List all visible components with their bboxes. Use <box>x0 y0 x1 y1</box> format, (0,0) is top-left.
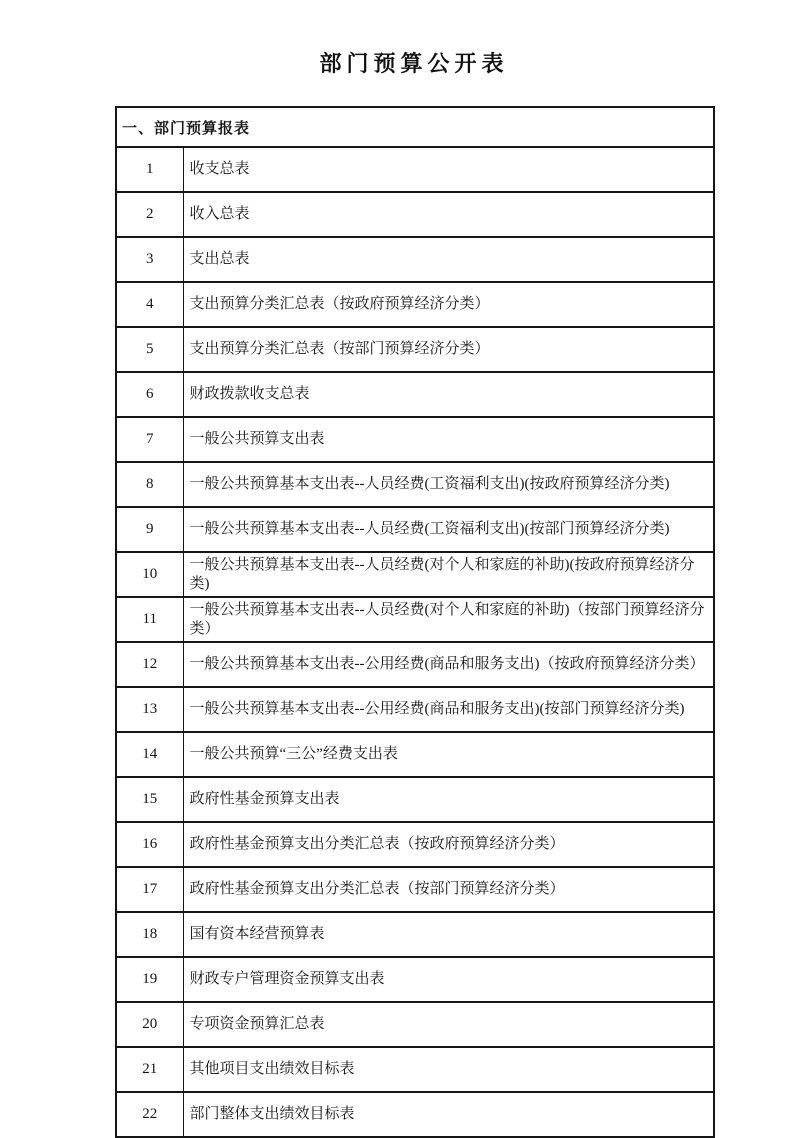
row-number: 1 <box>116 147 183 192</box>
table-row <box>116 957 714 1002</box>
row-title: 财政专户管理资金预算支出表 <box>183 957 714 1002</box>
row-number: 5 <box>116 327 183 372</box>
row-number: 16 <box>116 822 183 867</box>
table-row <box>116 1092 714 1137</box>
row-title: 一般公共预算基本支出表--人员经费(工资福利支出)(按部门预算经济分类) <box>183 507 714 552</box>
row-title: 政府性基金预算支出表 <box>183 777 714 822</box>
row-number: 9 <box>116 507 183 552</box>
table-row <box>116 642 714 687</box>
row-number: 11 <box>116 597 183 642</box>
table-row <box>116 192 714 237</box>
row-number: 14 <box>116 732 183 777</box>
table-row <box>116 507 714 552</box>
row-title: 政府性基金预算支出分类汇总表（按部门预算经济分类） <box>183 867 714 912</box>
table-row <box>116 282 714 327</box>
table-row <box>116 822 714 867</box>
row-title: 支出预算分类汇总表（按政府预算经济分类） <box>183 282 714 327</box>
row-number: 8 <box>116 462 183 507</box>
row-number: 6 <box>116 372 183 417</box>
row-title: 财政拨款收支总表 <box>183 372 714 417</box>
table-row <box>116 552 714 597</box>
row-number: 18 <box>116 912 183 957</box>
table-row <box>116 372 714 417</box>
row-number: 20 <box>116 1002 183 1047</box>
table-row <box>116 732 714 777</box>
row-number: 21 <box>116 1047 183 1092</box>
row-number: 2 <box>116 192 183 237</box>
row-number: 17 <box>116 867 183 912</box>
row-title: 部门整体支出绩效目标表 <box>183 1092 714 1137</box>
table-row <box>116 147 714 192</box>
row-title: 政府性基金预算支出分类汇总表（按政府预算经济分类） <box>183 822 714 867</box>
table-row <box>116 777 714 822</box>
row-number: 19 <box>116 957 183 1002</box>
row-title: 一般公共预算支出表 <box>183 417 714 462</box>
table-row <box>116 417 714 462</box>
row-title: 一般公共预算基本支出表--公用经费(商品和服务支出)（按政府预算经济分类） <box>183 642 714 687</box>
table-row <box>116 687 714 732</box>
report-table-body <box>116 107 714 1137</box>
page-title: 部门预算公开表 <box>319 51 509 76</box>
section-header: 一、部门预算报表 <box>116 107 714 147</box>
table-row <box>116 1002 714 1047</box>
row-title: 收支总表 <box>183 147 714 192</box>
row-number: 4 <box>116 282 183 327</box>
table-row <box>116 327 714 372</box>
row-title: 一般公共预算基本支出表--公用经费(商品和服务支出)(按部门预算经济分类) <box>183 687 714 732</box>
table-row <box>116 462 714 507</box>
section-header-row <box>116 107 714 147</box>
row-number: 10 <box>116 552 183 597</box>
row-number: 13 <box>116 687 183 732</box>
row-number: 12 <box>116 642 183 687</box>
table-row <box>116 1047 714 1092</box>
row-title: 一般公共预算“三公”经费支出表 <box>183 732 714 777</box>
table-row <box>116 237 714 282</box>
table-row <box>116 867 714 912</box>
row-number: 7 <box>116 417 183 462</box>
row-title: 一般公共预算基本支出表--人员经费(工资福利支出)(按政府预算经济分类) <box>183 462 714 507</box>
row-title: 国有资本经营预算表 <box>183 912 714 957</box>
budget-report-table <box>115 106 715 1138</box>
table-row <box>116 912 714 957</box>
row-title: 专项资金预算汇总表 <box>183 1002 714 1047</box>
row-title: 一般公共预算基本支出表--人员经费(对个人和家庭的补助)（按部门预算经济分类） <box>183 597 714 642</box>
row-title: 支出总表 <box>183 237 714 282</box>
row-number: 22 <box>116 1092 183 1137</box>
row-title: 一般公共预算基本支出表--人员经费(对个人和家庭的补助)(按政府预算经济分类) <box>183 552 714 597</box>
row-title: 其他项目支出绩效目标表 <box>183 1047 714 1092</box>
row-number: 3 <box>116 237 183 282</box>
row-number: 15 <box>116 777 183 822</box>
table-row <box>116 597 714 642</box>
row-title: 支出预算分类汇总表（按部门预算经济分类） <box>183 327 714 372</box>
row-title: 收入总表 <box>183 192 714 237</box>
